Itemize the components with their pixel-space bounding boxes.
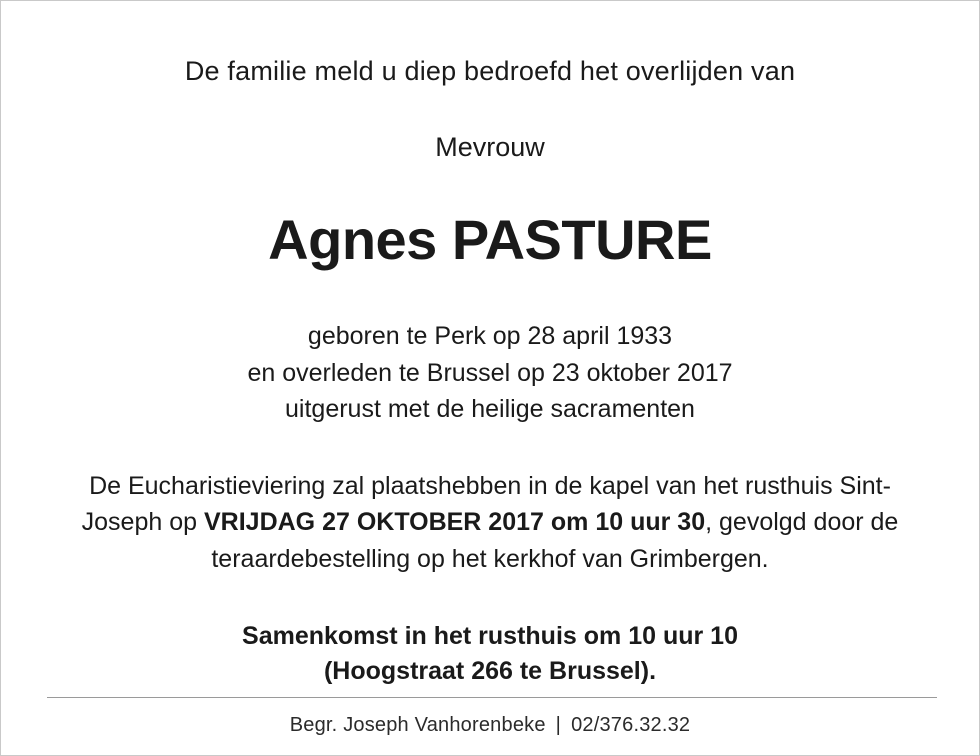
undertaker-name: Begr. Joseph Vanhorenbeke	[289, 714, 546, 736]
gathering-line-2: (Hoogstraat 266 te Brussel).	[323, 657, 657, 686]
salutation-text: Mevrouw	[435, 132, 545, 163]
deceased-name: Agnes PASTURE	[268, 208, 712, 272]
footer-separator: |	[555, 714, 562, 736]
gathering-line-1: Samenkomst in het rusthuis om 10 uur 10	[242, 622, 738, 651]
service-time-highlight: om 10 uur 30	[550, 508, 706, 537]
announcement-text: De familie meld u diep bedroefd het overlijden van	[184, 56, 796, 86]
death-line: en overleden te Brussel op 23 oktober 2017	[247, 358, 733, 387]
gathering-details	[242, 619, 738, 689]
service-text-part3: , gevolgd door de teraardebestelling op het kerkhof van Grimbergen.	[211, 508, 899, 573]
service-text-part1: De Eucharistieviering zal plaatshebben in de kapel van het rusthuis Sint-Joseph op	[81, 471, 891, 537]
service-date-highlight: VRIJDAG 27 OKTOBER 2017	[203, 508, 544, 537]
sacraments-line: uitgerust met de heilige sacramenten	[285, 395, 695, 424]
service-text-part2	[544, 508, 551, 536]
service-details	[75, 468, 905, 578]
undertaker-phone: 02/376.32.32	[571, 714, 691, 736]
life-details	[247, 318, 732, 428]
footer-credits	[290, 698, 691, 755]
birth-line: geboren te Perk op 28 april 1933	[307, 322, 673, 351]
